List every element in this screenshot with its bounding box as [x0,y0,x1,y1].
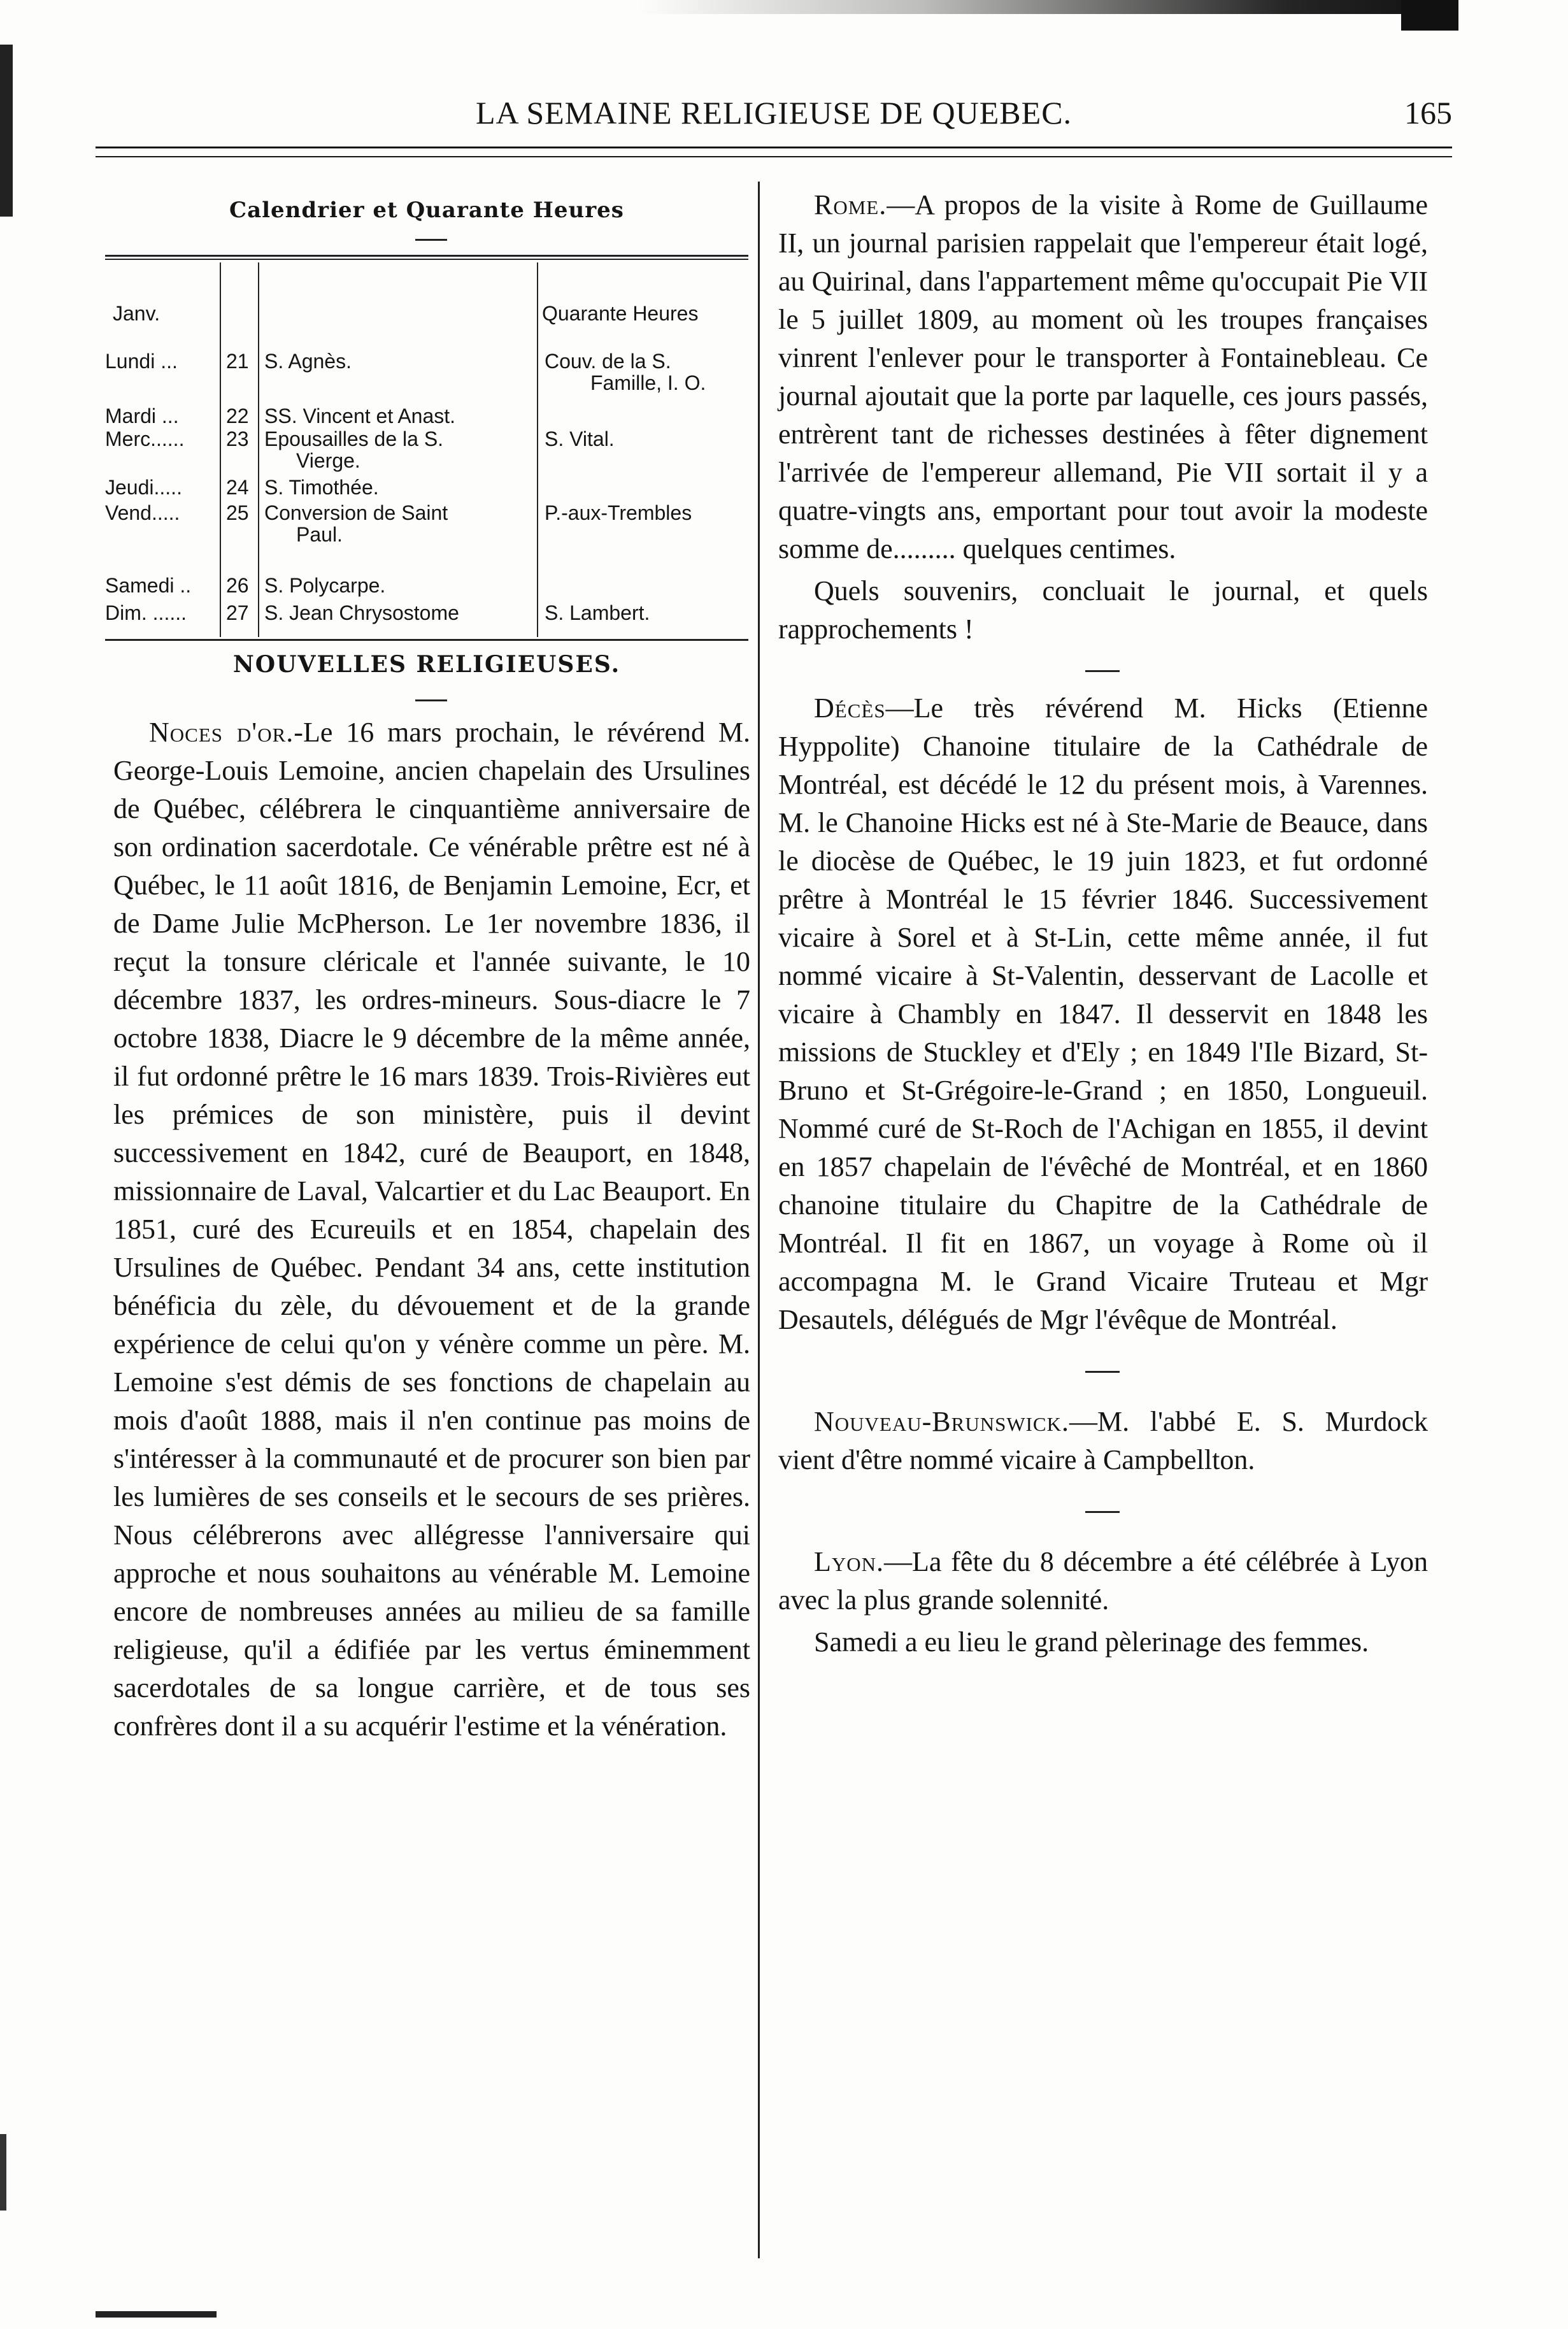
calendar-saint: Paul. [296,523,343,546]
article-lead: Rome. [814,189,887,220]
article-body: —Le très révérend M. Hicks (Etienne Hyppolite) Chanoine titulaire de la Cathédrale de Montréal, est décédé le 12 du présent mois, à Varennes. M. le Chanoine Hicks est né à Ste-Marie de Beauce, dans le diocèse de Québec, le 19 juin 1823, et fut ordonné prêtre à Montréal le 15 février 1846. Successivement vicaire à Sorel et à St-Lin, cette même année, il fut nommé vicaire à St-Valentin, desservant de Lacolle et vicaire à Chambly en 1847. Il desservit en 1848 les missions de Stuckley et d'Ely ; en 1849 l'Ile Bizard, St-Bruno et St-Grégoire-le-Grand ; en 1850, Longueuil. Nommé curé de St-Roch de l'Achigan en 1855, il devint en 1857 chapelain de l'évêché de Montréal, et en 1860 chanoine titulaire du Chapitre de la Cathédrale de Montréal. Il fit en 1867, un voyage à Rome où il accompagna M. le Grand Vicaire Truteau et Mgr Desautels, délégués de Mgr l'évêque de Montréal. [778,692,1428,1335]
calendar-day: Lundi ... [105,350,178,373]
scan-edge-left-lower [0,2134,6,2211]
calendar-date: 27 [226,601,249,624]
calendar-day: Jeudi..... [105,476,182,499]
article-lead: Noces d'or. [149,717,294,748]
calendar-qh-header: Quarante Heures [542,302,699,325]
calendar-date: 26 [226,574,249,597]
calendar-date: 24 [226,476,249,499]
page-title: LA SEMAINE RELIGIEUSE DE QUEBEC. [475,95,1073,131]
separator [778,649,1428,689]
calendar-date: 25 [226,501,249,524]
calendar-month: Janv. [113,302,160,325]
article-noces-dor [113,713,750,1745]
article-deces [778,689,1428,1339]
article-body: —M. l'abbé E. S. Murdock vient d'être nommé vicaire à Campbellton. [778,1406,1428,1475]
separator [778,1479,1428,1543]
article-body: -Le 16 mars prochain, le révérend M. George-Louis Lemoine, ancien chapelain des Ursulines de Québec, célébrera le cinquantième anniversaire de son ordination sacerdotale. Ce vénérable prêtre est né à Québec, le 11 août 1816, de Benjamin Lemoine, Ecr, et de Dame Julie McPherson. Le 1er novembre 1836, il reçut la tonsure cléricale et l'année suivante, le 10 décembre 1837, les ordres-mineurs. Sous-diacre le 7 octobre 1838, Diacre le 9 décembre de la même année, il fut ordonné prêtre le 16 mars 1839. Trois-Rivières eut les prémices de son ministère, puis il devint successivement en 1842, curé de Beauport, en 1848, missionnaire de Laval, Valcartier et du Lac Beauport. En 1851, curé des Ecureuils et en 1854, chapelain des Ursulines de Québec. Pendant 34 ans, cette institution bénéficia du zèle, du dévouement et de la grande expérience de celui qu'on y vénère comme un père. M. Lemoine s'est démis de ses fonctions de chapelain au mois d'août 1888, mais il n'en continue pas moins de s'intéresser à la communauté et de procurer son bien par les lumières de ses conseils et le secours de ses prières. Nous célébrerons avec allégresse l'anniversaire qui approche et nous souhaitons au vénérable M. Lemoine encore de nombreuses années au milieu de sa famille religieuse, qu'il a édifiée par les vertus éminemment sacerdotales de sa longue carrière, et de tous ses confrères dont il a su acquérir l'estime et la vénération. [113,717,750,1742]
separator-dash [1085,670,1120,672]
calendar-date: 22 [226,405,249,427]
article-lead: Lyon. [814,1546,885,1577]
separator-dash [415,699,447,701]
calendar-day: Mardi ... [105,405,179,427]
scan-edge-left [0,45,13,217]
calendar-col-line [537,262,538,637]
calendar-rule-top-2 [105,259,748,260]
calendar-day: Samedi .. [105,574,192,597]
article-nouveau-brunswick [778,1403,1428,1479]
calendar-col-line [258,262,259,637]
article-lyon-pelerinage: Samedi a eu lieu le grand pèlerinage des femmes. [814,1626,1369,1658]
article-lead: Nouveau-Brunswick. [814,1406,1069,1437]
scan-edge-top [637,0,1446,14]
calendar-saint: Conversion de Saint [264,501,448,524]
calendar-day: Dim. ...... [105,601,187,624]
calendar-qh: Famille, I. O. [590,371,706,394]
scan-edge-bottom [96,2311,217,2318]
calendar-qh: Couv. de la S. [545,350,671,373]
column-divider [758,182,760,2258]
calendar-saint: Epousailles de la S. [264,427,444,450]
article-lead: Décès [814,692,886,724]
calendar-saint: S. Polycarpe. [264,574,386,597]
article-rome-conclusion: Quels souvenirs, concluait le journal, et quels rapprochements ! [778,575,1428,645]
calendar-title: Calendrier et Quarante Heures [229,197,624,223]
scan-edge-corner [1401,0,1458,31]
calendar-day: Merc...... [105,427,185,450]
section-title: NOUVELLES RELIGIEUSES. [232,651,621,678]
page-number: 165 [1404,95,1452,131]
calendar-date: 23 [226,427,249,450]
calendar-day: Vend..... [105,501,180,524]
calendar-saint: S. Jean Chrysostome [264,601,459,624]
calendar-saint: Vierge. [296,449,360,472]
calendar-saint: S. Timothée. [264,476,379,499]
article-body: —A propos de la visite à Rome de Guillaume II, un journal parisien rappelait que l'empereur était logé, au Quirinal, dans l'appartement même qu'occupait Pie VII le 5 juillet 1809, au moment où les troupes françaises vinrent l'enlever pour le transporter à Fontainebleau. Ce journal ajoutait que la porte par laquelle, ces jours passés, entrèrent tant de richesses destinées à fêter dignement l'arrivée de l'empereur allemand, Pie VII sortait il y a quatre-vingts ans, emportant pour tout avoir la modeste somme de......... quelques centimes. [778,189,1428,564]
separator-dash [1085,1371,1120,1373]
separator-dash [1085,1511,1120,1513]
calendar-qh: S. Lambert. [545,601,650,624]
calendar-col-line [220,262,221,637]
header-rule [96,147,1452,157]
article-body: —La fête du 8 décembre a été célébrée à Lyon avec la plus grande solennité. [778,1546,1428,1616]
separator [778,1339,1428,1403]
right-column [778,186,1428,1661]
calendar-date: 21 [226,350,249,373]
page-header [96,94,1452,139]
calendar-rule-bottom [105,639,748,641]
calendar-saint: SS. Vincent et Anast. [264,405,456,427]
calendar-saint: S. Agnès. [264,350,352,373]
calendar-rule-top [105,255,748,257]
separator-dash [415,239,447,241]
left-column [113,713,750,1745]
article-rome [778,186,1428,568]
article-lyon [778,1543,1428,1619]
calendar-qh: S. Vital. [545,427,615,450]
calendar-qh: P.-aux-Trembles [545,501,692,524]
